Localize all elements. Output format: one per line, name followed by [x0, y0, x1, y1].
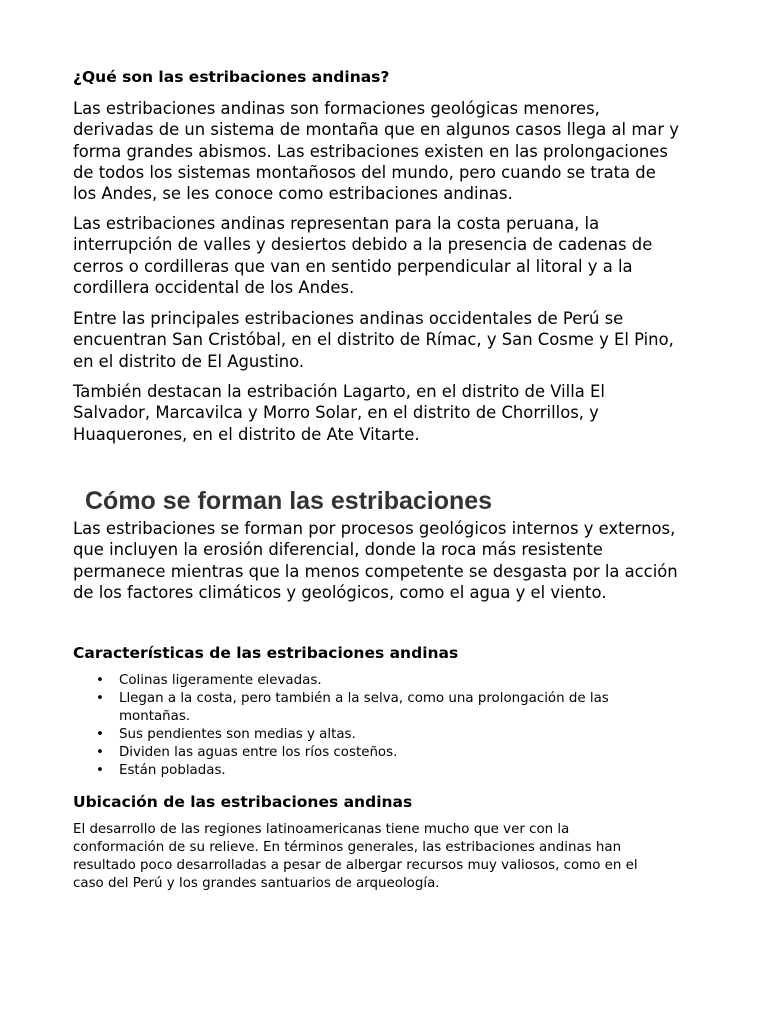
heading-que-son: ¿Qué son las estribaciones andinas?	[73, 68, 390, 86]
paragraph-line: permanece mientras que la menos competente se desgasta por la acción	[73, 561, 678, 581]
paragraph-line: Entre las principales estribaciones andinas occidentales de Perú se	[73, 309, 624, 328]
paragraph-line: cordillera occidental de los Andes.	[73, 277, 355, 297]
paragraph-line: Huaquerones, en el distrito de Ate Vitarte.	[73, 424, 420, 444]
heading-ubicacion: Ubicación de las estribaciones andinas	[73, 793, 413, 811]
paragraph-line: interrupción de valles y desiertos debido a la presencia de cadenas de	[73, 235, 653, 255]
paragraph-costa-peruana	[73, 213, 703, 298]
paragraph-line: Las estribaciones se forman por procesos geológicos internos y externos,	[73, 519, 676, 538]
list-item-text: Sus pendientes son medias y altas.	[119, 727, 356, 742]
list-item-text: montañas.	[119, 709, 191, 724]
list-item-text: Están pobladas.	[119, 763, 226, 778]
paragraph-line: en el distrito de El Agustino.	[73, 351, 305, 371]
paragraph-line: El desarrollo de las regiones latinoamericanas tiene mucho que ver con la	[73, 822, 570, 837]
paragraph-line: encuentran San Cristóbal, en el distrito de Rímac, y San Cosme y El Pino,	[73, 330, 674, 350]
bullet-icon: •	[96, 745, 104, 760]
paragraph-line: forma grandes abismos. Las estribaciones existen en las prolongaciones	[73, 141, 668, 161]
paragraph-line: Las estribaciones andinas representan para la costa peruana, la	[73, 214, 600, 233]
paragraph-line: cerros o cordilleras que van en sentido perpendicular al litoral y a la	[73, 256, 633, 276]
list-item	[73, 762, 703, 780]
bullet-icon: •	[96, 673, 104, 688]
paragraph-line: de los factores climáticos y geológicos, como el agua y el viento.	[73, 582, 607, 602]
paragraph-line: resultado poco desarrolladas a pesar de albergar recursos muy valiosos, como en el	[73, 858, 638, 873]
bullet-icon: •	[96, 763, 104, 778]
bullet-icon: •	[96, 727, 104, 742]
paragraph-line: Las estribaciones andinas son formaciones geológicas menores,	[73, 99, 600, 118]
bullet-icon: •	[96, 691, 104, 706]
list-item	[73, 690, 703, 726]
paragraph-line: conformación de su relieve. En términos generales, las estribaciones andinas han	[73, 840, 622, 855]
paragraph-line: de todos los sistemas montañosos del mundo, pero cuando se trata de	[73, 162, 656, 182]
paragraph-ubicacion	[73, 821, 703, 893]
list-item	[73, 726, 703, 744]
paragraph-line: que incluyen la erosión diferencial, donde la roca más resistente	[73, 540, 603, 560]
paragraph-line: derivadas de un sistema de montaña que en algunos casos llega al mar y	[73, 120, 679, 140]
list-item	[73, 744, 703, 762]
paragraph-line: También destacan la estribación Lagarto, en el distrito de Villa El	[73, 382, 605, 401]
list-item-text: Dividen las aguas entre los ríos costeños.	[119, 745, 398, 760]
paragraph-formacion	[73, 518, 703, 603]
list-item-text: Llegan a la costa, pero también a la selva, como una prolongación de las	[119, 691, 609, 706]
paragraph-definition	[73, 98, 703, 204]
characteristics-list	[73, 672, 703, 780]
paragraph-principales	[73, 308, 703, 372]
paragraph-line: los Andes, se les conoce como estribaciones andinas.	[73, 184, 513, 204]
paragraph-tambien	[73, 381, 703, 445]
paragraph-line: caso del Perú y los grandes santuarios de arqueología.	[73, 876, 440, 891]
list-item	[73, 672, 703, 690]
list-item-text: Colinas ligeramente elevadas.	[119, 673, 322, 688]
paragraph-line: Salvador, Marcavilca y Morro Solar, en el distrito de Chorrillos, y	[73, 403, 599, 423]
heading-como-se-forman: Cómo se forman las estribaciones	[85, 487, 493, 515]
heading-caracteristicas: Características de las estribaciones andinas	[73, 644, 459, 662]
